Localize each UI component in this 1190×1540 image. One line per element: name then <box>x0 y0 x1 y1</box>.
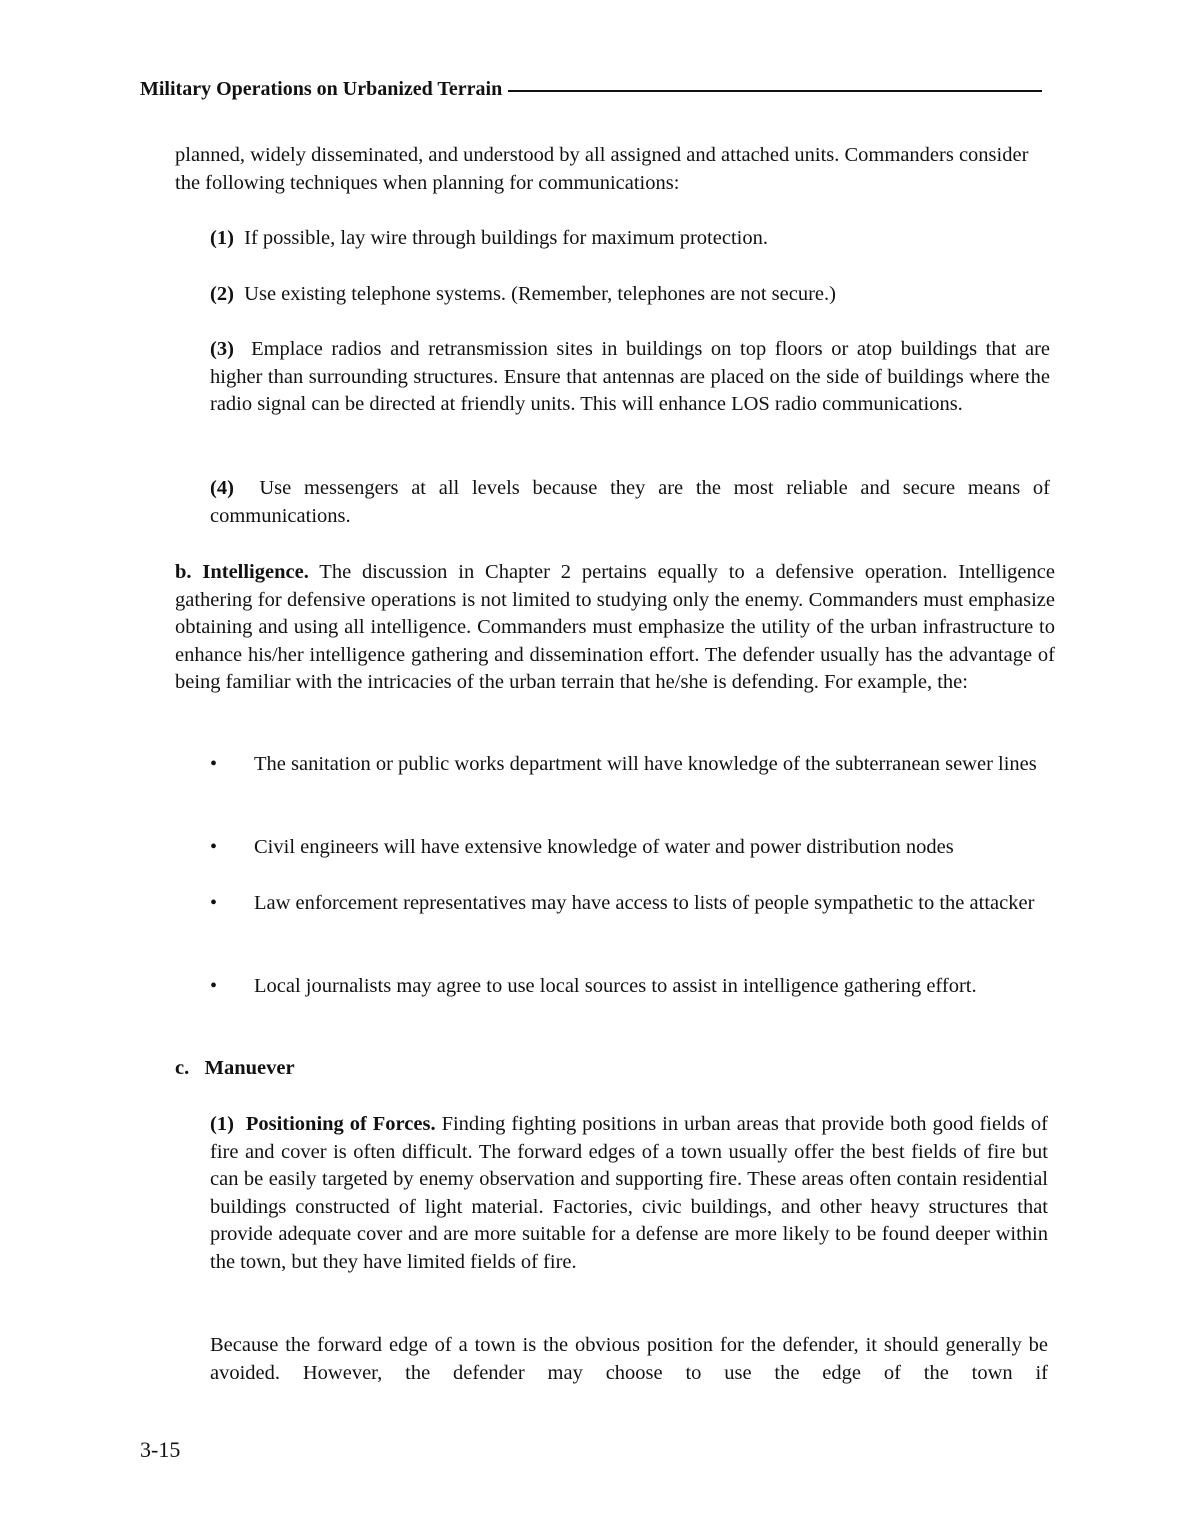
forward-edge-paragraph: Because the forward edge of a town is the obvious position for the defender, it should generally be avoided. However, the defender may choose to use the edge of the town if <box>210 1334 1048 1384</box>
comm-item-3-number: (3) <box>210 338 234 360</box>
running-header <box>140 78 1042 101</box>
comm-item-1-number: (1) <box>210 227 234 249</box>
bullet-text-1: The sanitation or public works department will have knowledge of the subterranean sewer lines <box>254 753 1037 775</box>
bullet-text-3: Law enforcement representatives may have access to lists of people sympathetic to the attacker <box>254 892 1035 914</box>
bullet-icon: • <box>210 975 218 997</box>
page-number: 3-15 <box>140 1437 181 1462</box>
comm-item-2-text: Use existing telephone systems. (Remember, telephones are not secure.) <box>244 283 836 305</box>
bullet-text-2: Civil engineers will have extensive knowledge of water and power distribution nodes <box>254 836 954 858</box>
comm-item-4-number: (4) <box>210 477 234 499</box>
intelligence-label: b. Intelligence. <box>175 561 309 583</box>
intelligence-text: The discussion in Chapter 2 pertains equally to a defensive operation. Intelligence gathering for defensive operations is not limited to studying only the enemy. Commanders must emphasize obtaining and using all intelligence. Commanders must emphasize the utility of the urban infrastructure to enhance his/her intelligence gathering and dissemination effort. The defender usually has the advantage of being familiar with the intricacies of the urban terrain that he/she is defending. For example, the: <box>175 561 1055 693</box>
comm-item-2 <box>210 281 1050 309</box>
bullet-text-4: Local journalists may agree to use local sources to assist in intelligence gathering effort. <box>254 975 977 997</box>
bullet-icon: • <box>210 753 218 775</box>
comm-item-1 <box>210 225 1050 253</box>
bullet-icon: • <box>210 836 218 858</box>
intro-paragraph: planned, widely disseminated, and understood by all assigned and attached units. Commanders consider the following techniques when planning for communications: <box>175 144 1029 194</box>
maneuver-heading: c. Manuever <box>175 1057 295 1079</box>
comm-item-3 <box>210 336 1050 419</box>
header-rule <box>508 90 1042 92</box>
comm-item-4 <box>210 475 1050 530</box>
positioning-label: (1) Positioning of Forces. <box>210 1113 436 1135</box>
bullet-icon: • <box>210 892 218 914</box>
header-title: Military Operations on Urbanized Terrain <box>140 78 503 100</box>
positioning-text: Finding fighting positions in urban areas that provide both good fields of fire and cover is often difficult. The forward edges of a town usually offer the best fields of fire but can be easily targeted by enemy observation and supporting fire. These areas often contain residential buildings constructed of light material. Factories, civic buildings, and other heavy structures that provide adequate cover and are more suitable for a defense are more likely to be found deeper within the town, but they have limited fields of fire. <box>210 1113 1049 1273</box>
comm-item-2-number: (2) <box>210 283 234 305</box>
comm-item-3-text: Emplace radios and retransmission sites in buildings on top floors or atop buildings that are higher than surrounding structures. Ensure that antennas are placed on the side of buildings where the radio signal can be directed at friendly units. This will enhance LOS radio communications. <box>210 338 1051 415</box>
positioning-paragraph <box>210 1111 1048 1276</box>
comm-item-4-text: Use messengers at all levels because they are the most reliable and secure means of communications. <box>210 477 1051 527</box>
comm-item-1-text: If possible, lay wire through buildings for maximum protection. <box>244 227 768 249</box>
intelligence-paragraph <box>175 559 1055 697</box>
